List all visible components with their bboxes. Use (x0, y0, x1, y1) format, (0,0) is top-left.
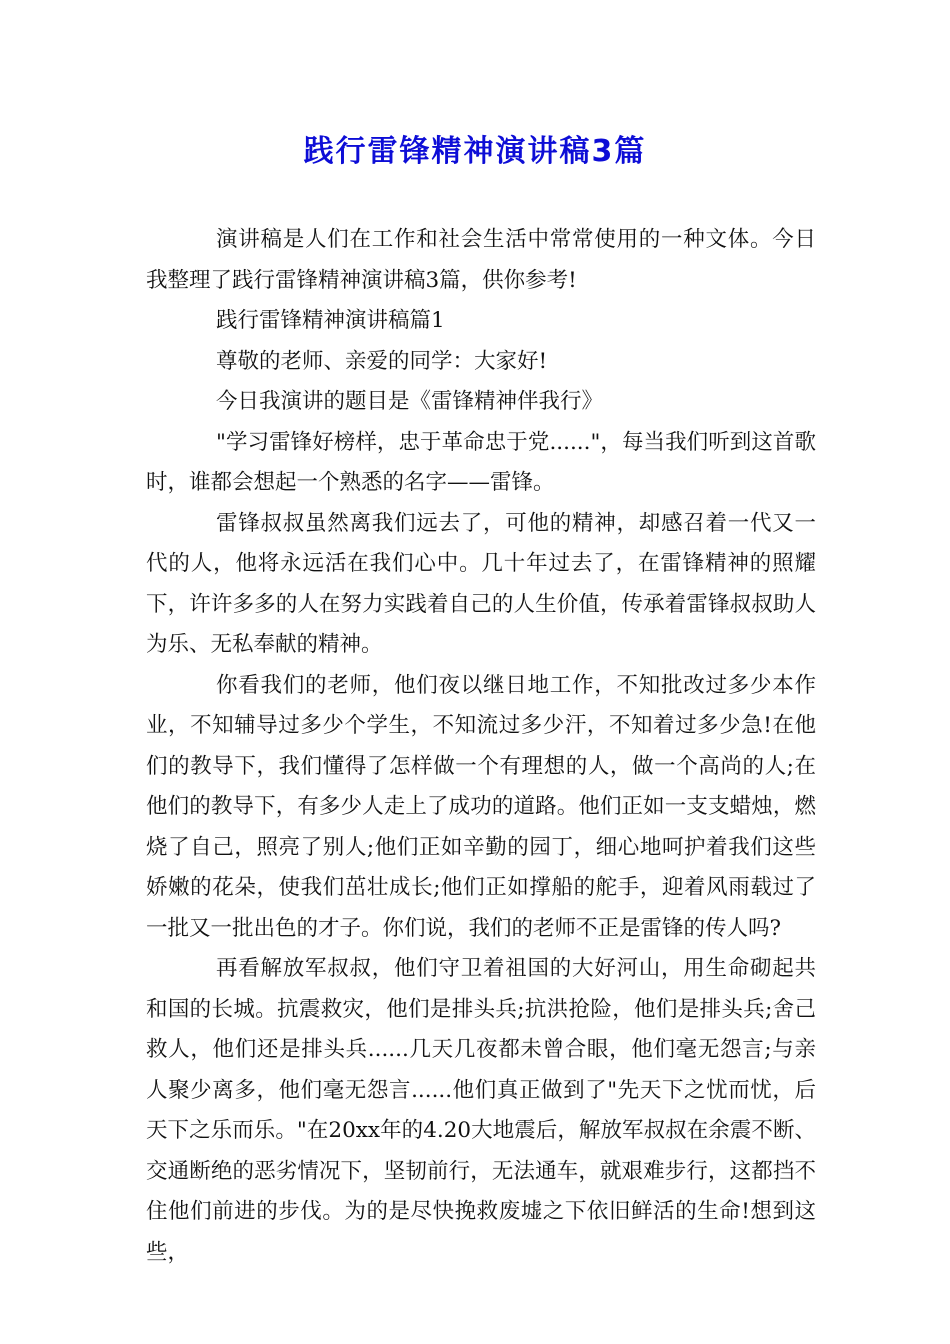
paragraph-soldiers: 再看解放军叔叔，他们守卫着祖国的大好河山，用生命砌起共和国的长城。抗震救灾，他们是排头兵;抗洪抢险，他们是排头兵;舍己救人，他们还是排头兵......几天几夜都未曾合眼，他们毫无怨言;与亲人聚少离多，他们毫无怨言......他们真正做到了"先天下之忧而忧，后天下之乐而乐。"在20xx年的4.20大地震后，解放军叔叔在余震不断、交通断绝的恶劣情况下，坚韧前行，无法通车，就艰难步行，这都挡不住他们前进的步伐。为的是尽快挽救废墟之下依旧鲜活的生命!想到这些， (146, 956, 816, 1265)
document-body (146, 220, 816, 1273)
paragraph-spirit: 雷锋叔叔虽然离我们远去了，可他的精神，却感召着一代又一代的人，他将永远活在我们心中。几十年过去了，在雷锋精神的照耀下，许许多多的人在努力实践着自己的人生价值，传承着雷锋叔叔助人为乐、无私奉献的精神。 (146, 510, 816, 657)
paragraph-topic: 今日我演讲的题目是《雷锋精神伴我行》 (216, 389, 604, 414)
paragraph-section-heading: 践行雷锋精神演讲稿篇1 (216, 308, 445, 333)
paragraph-teachers: 你看我们的老师，他们夜以继日地工作，不知批改过多少本作业，不知辅导过多少个学生，不知流过多少汗，不知着过多少急!在他们的教导下，我们懂得了怎样做一个有理想的人，做一个高尚的人;在他们的教导下，有多少人走上了成功的道路。他们正如一支支蜡烛，燃烧了自己，照亮了别人;他们正如辛勤的园丁，细心地呵护着我们这些娇嫩的花朵，使我们茁壮成长;他们正如撑船的舵手，迎着风雨载过了一批又一批出色的才子。你们说，我们的老师不正是雷锋的传人吗? (146, 672, 816, 941)
paragraph-greeting: 尊敬的老师、亲爱的同学：大家好! (216, 348, 548, 374)
paragraph-song: "学习雷锋好榜样，忠于革命忠于党......"，每当我们听到这首歌时，谁都会想起一个熟悉的名字——雷锋。 (146, 429, 816, 495)
document-title: 践行雷锋精神演讲稿3篇 (303, 134, 647, 169)
paragraph-intro: 演讲稿是人们在工作和社会生活中常常使用的一种文体。今日我整理了践行雷锋精神演讲稿3篇，供你参考! (146, 227, 816, 293)
